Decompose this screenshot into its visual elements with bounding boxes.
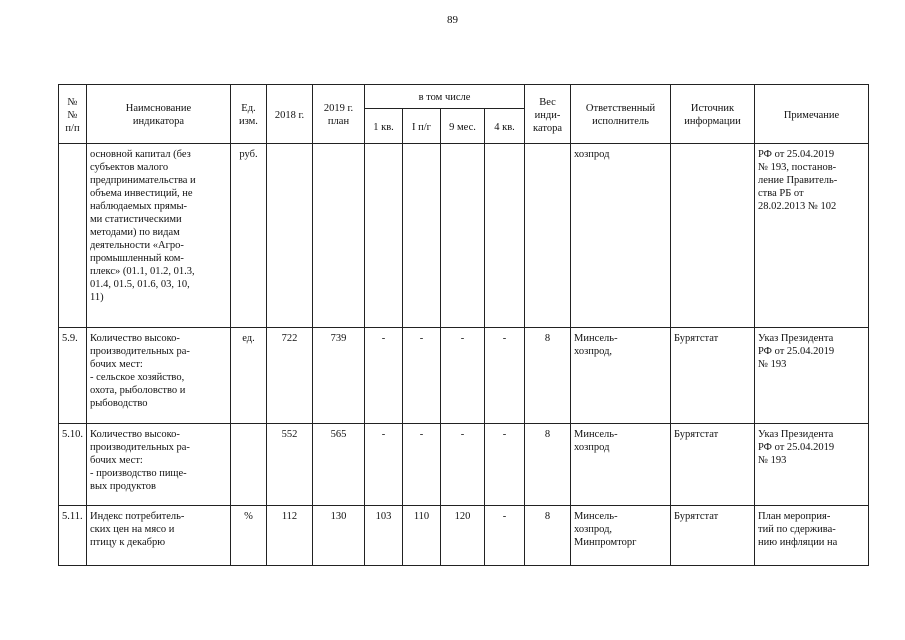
row-2018 [267,144,313,328]
row-unit: ед. [231,328,267,424]
table-row [59,506,869,566]
row-weight [525,144,571,328]
row-2018: 112 [267,506,313,566]
row-9m: - [441,424,485,506]
header-weight: Вес инди- катора [525,85,571,144]
row-2018: 722 [267,328,313,424]
row-source: Бурятстат [671,328,755,424]
row-q1: - [365,424,403,506]
header-note: Примечание [755,85,869,144]
row-h1: 110 [403,506,441,566]
row-source [671,144,755,328]
table-header [59,85,869,144]
row-source: Бурятстат [671,506,755,566]
row-h1: - [403,328,441,424]
page-number: 89 [447,14,458,26]
row-source: Бурятстат [671,424,755,506]
row-name: Количество высоко- производительных ра- бочих мест: - сельское хозяйство, охота, рыболовство и рыбоводство [87,328,231,424]
header-unit: Ед. изм. [231,85,267,144]
row-q4: - [485,328,525,424]
row-responsible: Минсель- хозпрод, [571,328,671,424]
row-q4 [485,144,525,328]
row-weight: 8 [525,328,571,424]
row-weight: 8 [525,424,571,506]
row-unit: % [231,506,267,566]
row-q4: - [485,424,525,506]
indicators-table [58,84,869,566]
row-q1: 103 [365,506,403,566]
header-including: в том числе [365,85,525,109]
header-2019-plan: 2019 г. план [313,85,365,144]
row-h1 [403,144,441,328]
row-name: Индекс потребитель- ских цен на мясо и птицу к декабрю [87,506,231,566]
row-q1 [365,144,403,328]
row-q4: - [485,506,525,566]
row-note: РФ от 25.04.2019 № 193, постанов- ление Правитель- ства РБ от 28.02.2013 № 102 [755,144,869,328]
row-unit [231,424,267,506]
header-h1: I п/г [403,109,441,144]
row-2018: 552 [267,424,313,506]
row-2019: 565 [313,424,365,506]
row-9m [441,144,485,328]
table-row [59,328,869,424]
row-9m: 120 [441,506,485,566]
row-h1: - [403,424,441,506]
row-name: Количество высоко- производительных ра- бочих мест: - производство пище- вых продуктов [87,424,231,506]
row-unit: руб. [231,144,267,328]
row-num: 5.10. [59,424,87,506]
header-q4: 4 кв. [485,109,525,144]
header-name: Наимснование индикатора [87,85,231,144]
row-num [59,144,87,328]
row-responsible: Минсель- хозпрод, Минпромторг [571,506,671,566]
header-num: № № п/п [59,85,87,144]
header-2018: 2018 г. [267,85,313,144]
row-2019: 739 [313,328,365,424]
row-responsible: хозпрод [571,144,671,328]
row-name: основной капитал (без субъектов малого предпринимательства и объема инвестиций, не наблюдаемых прямы- ми статистическими методами) по видам деятельности «Агро- промышленный ком- плекс» (01.1, 01.2, 01.3, 01.4, 01.5, 01.6, 03, 10, 11) [87,144,231,328]
row-9m: - [441,328,485,424]
row-2019: 130 [313,506,365,566]
row-weight: 8 [525,506,571,566]
header-responsible: Ответственный исполнитель [571,85,671,144]
row-num: 5.11. [59,506,87,566]
header-q1: 1 кв. [365,109,403,144]
row-q1: - [365,328,403,424]
header-source: Источник информации [671,85,755,144]
row-note: План мероприя- тий по сдержива- нию инфляции на [755,506,869,566]
row-responsible: Минсель- хозпрод [571,424,671,506]
header-9m: 9 мес. [441,109,485,144]
row-note: Указ Президента РФ от 25.04.2019 № 193 [755,424,869,506]
row-note: Указ Президента РФ от 25.04.2019 № 193 [755,328,869,424]
table-row [59,144,869,328]
table-row [59,424,869,506]
row-num: 5.9. [59,328,87,424]
row-2019 [313,144,365,328]
